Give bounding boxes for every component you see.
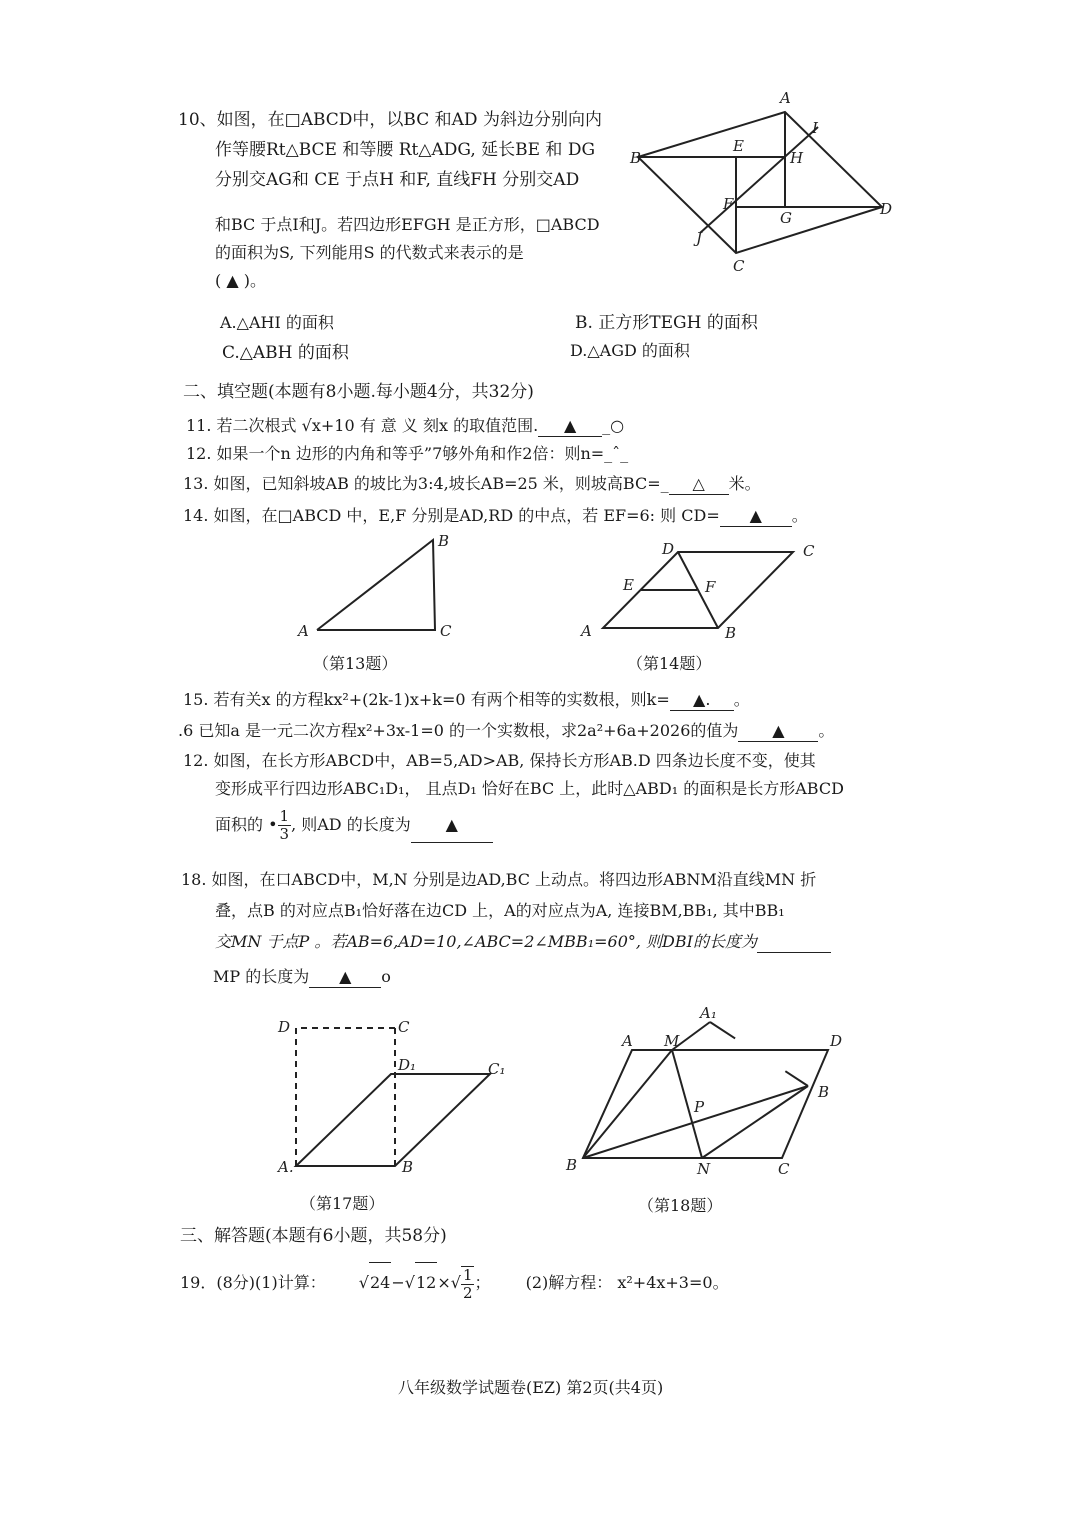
q10-label-a: A <box>780 89 791 107</box>
q15 <box>183 690 750 711</box>
fig17-label-d1: D₁ <box>398 1056 417 1074</box>
q16-pre: .6 已知a 是一元二次方程x²+3x-1=0 的一个实数根，求2a²+6a+2026的值为 <box>178 721 739 740</box>
q19-part2: (2)解方程： x²+4x+3=0。 <box>525 1273 729 1292</box>
fig14-label-c: C <box>803 542 815 560</box>
q11-mid: 有 意 义 刻x 的取值范围. <box>354 416 539 435</box>
q10-label-g: G <box>780 209 792 227</box>
q19 <box>180 1262 729 1303</box>
q19-minus: − <box>391 1273 405 1292</box>
q10-line5: 的面积为S, 下列能用S 的代数式来表示的是 <box>215 243 524 262</box>
q11-root: √ <box>301 416 312 435</box>
q19-frac-num: 1 <box>462 1265 473 1284</box>
fig18-parallelogram <box>583 1050 828 1158</box>
fig18-label-b: B <box>566 1156 578 1174</box>
q15-pre: 15. 若有关x 的方程kx²+(2k-1)x+k=0 有两个相等的实数根，则k= <box>183 690 670 709</box>
fig17-label-c: C <box>398 1018 410 1036</box>
q18-dbi-blank[interactable] <box>757 932 831 953</box>
q10-label-f: F <box>723 195 734 213</box>
q14-pre: 14. 如图，在□ABCD 中，E,F 分别是AD,RD 的中点，若 EF=6: 则 CD= <box>183 506 720 525</box>
fig17-label-d: D <box>278 1018 291 1036</box>
q15-post: 。 <box>733 690 750 709</box>
fig14-label-f: F <box>705 578 716 596</box>
q11 <box>186 416 624 437</box>
q19-root1: √24 <box>359 1273 392 1292</box>
page-footer: 八年级数学试题卷(EZ) 第2页(共4页) <box>398 1378 664 1397</box>
fig18-caption: （第18题） <box>638 1196 723 1215</box>
fig17-rect-dashed <box>296 1028 395 1166</box>
q10-label-e: E <box>733 137 744 155</box>
q17-line3 <box>215 808 493 843</box>
q19-pre: 19．(8分)(1)计算： <box>180 1273 326 1292</box>
q10-line1: 10、如图，在□ABCD中，以BC 和AD 为斜边分别向内 <box>178 110 602 130</box>
fig18-label-c: C <box>778 1160 790 1178</box>
q10-option-d: D.△AGD 的面积 <box>570 341 690 360</box>
q13 <box>183 474 761 495</box>
q18-line2: 叠，点B 的对应点B₁恰好落在边CD 上，A的对应点为A, 连接BM,BB₁, 其中BB₁ <box>215 901 785 920</box>
q18-line4-post: o <box>381 967 391 986</box>
q10-label-d: D <box>880 200 893 218</box>
q11-radicand: x+10 <box>311 416 355 435</box>
q17-line3-post: , 则AD 的长度为 <box>291 815 411 834</box>
fig18-label-n: N <box>697 1160 711 1178</box>
q12: 12. 如果一个n 边形的内角和等乎”7够外角和作2倍：则n=_ˆ_ <box>186 444 629 463</box>
fig17-label-b: B <box>402 1158 414 1176</box>
fig17-parallelogram <box>296 1074 490 1166</box>
fig18-line-bb1 <box>583 1086 808 1158</box>
q16-post: 。 <box>818 721 835 740</box>
q17-line1: 12. 如图，在长方形ABCD中，AB=5,AD>AB, 保持长方形AB.D 四条边长度不变，使其 <box>183 751 816 770</box>
q19-root2: √12 <box>405 1273 438 1292</box>
q19-semicolon: ； <box>474 1273 491 1292</box>
q11-pre: 11. 若二次根式 <box>186 416 302 435</box>
fig18-label-p: P <box>694 1098 705 1116</box>
q16-answer-blank[interactable]: ▲ <box>738 721 818 742</box>
fig18-line-bm <box>583 1050 672 1158</box>
fig18-label-b1: B <box>818 1083 830 1101</box>
q10-label-h: H <box>790 149 804 167</box>
q14 <box>183 506 808 527</box>
q17-line2: 变形成平行四边形ABC₁D₁， 且点D₁ 恰好在BC 上，此时△ABD₁ 的面积是长方形ABCD <box>215 779 844 798</box>
q19-frac-den: 2 <box>462 1283 473 1302</box>
fig17-figure <box>270 1010 520 1180</box>
q17-frac-num: 1 <box>279 807 290 825</box>
q18-line4 <box>213 967 391 988</box>
fig18-label-a: A <box>622 1032 633 1050</box>
q13-pre: 13. 如图，已知斜坡AB 的坡比为3:4,坡长AB=25 米，则坡高BC=_ <box>183 474 669 493</box>
q19-root3: √ $\frac{1}{2}$ <box>450 1265 473 1302</box>
q10-option-b: B. 正方形TEGH 的面积 <box>575 313 758 333</box>
q18-mp-blank[interactable]: ▲ <box>309 967 381 988</box>
q10-line4: 和BC 于点I和J。若四边形EFGH 是正方形，□ABCD <box>215 215 600 234</box>
fig14-label-a: A <box>581 622 592 640</box>
fig18-figure <box>560 1000 850 1180</box>
q10-line-ij <box>700 127 818 233</box>
section-3-heading: 三、解答题(本题有6小题，共58分) <box>180 1226 447 1246</box>
q10-label-c: C <box>733 257 745 275</box>
fig17-label-a: A. <box>278 1158 294 1176</box>
fig13-label-b: B <box>438 532 450 550</box>
q15-answer-blank[interactable]: ▲. <box>670 690 734 711</box>
q11-post: _○ <box>602 416 625 435</box>
q18-line3 <box>215 932 831 953</box>
fig13-triangle <box>317 540 435 630</box>
q17-answer-blank[interactable]: ▲ <box>411 808 493 843</box>
q10-line2: 作等腰Rt△BCE 和等腰 Rt△ADG, 延长BE 和 DG <box>215 140 596 160</box>
fig14-label-e: E <box>623 576 634 594</box>
fig18-label-d: D <box>830 1032 843 1050</box>
fig13-caption: （第13题） <box>313 654 398 673</box>
q14-answer-blank[interactable]: ▲ <box>720 506 792 527</box>
q13-answer-blank[interactable]: △ <box>669 474 729 495</box>
fig14-caption: （第14题） <box>627 654 712 673</box>
fig18-line-amid <box>583 1050 632 1158</box>
fig13-figure <box>290 530 470 645</box>
q11-answer-blank[interactable]: ▲ <box>538 416 602 437</box>
fig14-label-b: B <box>725 624 737 642</box>
q17-fraction <box>278 808 292 843</box>
q17-frac-den: 3 <box>279 825 290 843</box>
q17-line3-pre: 面积的 • <box>215 815 278 834</box>
fig18-label-a1: A₁ <box>700 1004 717 1022</box>
fig17-caption: （第17题） <box>300 1194 385 1213</box>
section-2-heading: 二、填空题(本题有8小题.每小题4分，共32分) <box>183 382 534 402</box>
q18-line3-text: 交MN 于点P 。若AB=6,AD=10,∠ABC=2∠MBB₁=60°, 则DBI的长度为 <box>215 932 757 951</box>
fig13-label-c: C <box>440 622 452 640</box>
q19-times: × <box>437 1273 451 1292</box>
fig13-label-a: A <box>298 622 309 640</box>
q14-post: 。 <box>791 506 808 525</box>
q13-post: 米。 <box>728 474 761 493</box>
q10-label-b: B <box>630 149 642 167</box>
q18-line1: 18. 如图，在口ABCD中，M,N 分别是边AD,BC 上动点。将四边形ABNM沿直线MN 折 <box>181 870 817 889</box>
q18-line4-pre: MP 的长度为 <box>213 967 310 986</box>
fig18-line-nb1 <box>702 1086 808 1158</box>
q10-parallelogram <box>638 112 882 253</box>
q10-label-j: J <box>696 229 703 247</box>
q10-option-c: C.△ABH 的面积 <box>222 343 349 363</box>
q10-option-a: A.△AHI 的面积 <box>220 313 334 332</box>
q16 <box>178 721 834 742</box>
fig17-label-c1: C₁ <box>488 1060 506 1078</box>
q10-line6: ( ▲ )。 <box>215 271 266 290</box>
fig18-label-m: M <box>664 1032 680 1050</box>
fig14-label-d: D <box>662 540 675 558</box>
q10-line3: 分别交AG和 CE 于点H 和F, 直线FH 分别交AD <box>215 170 580 190</box>
q10-figure <box>620 85 910 285</box>
fig18-line-a1b1 <box>710 1022 808 1086</box>
q10-label-i: I <box>812 119 818 137</box>
fig14-figure <box>575 540 825 645</box>
